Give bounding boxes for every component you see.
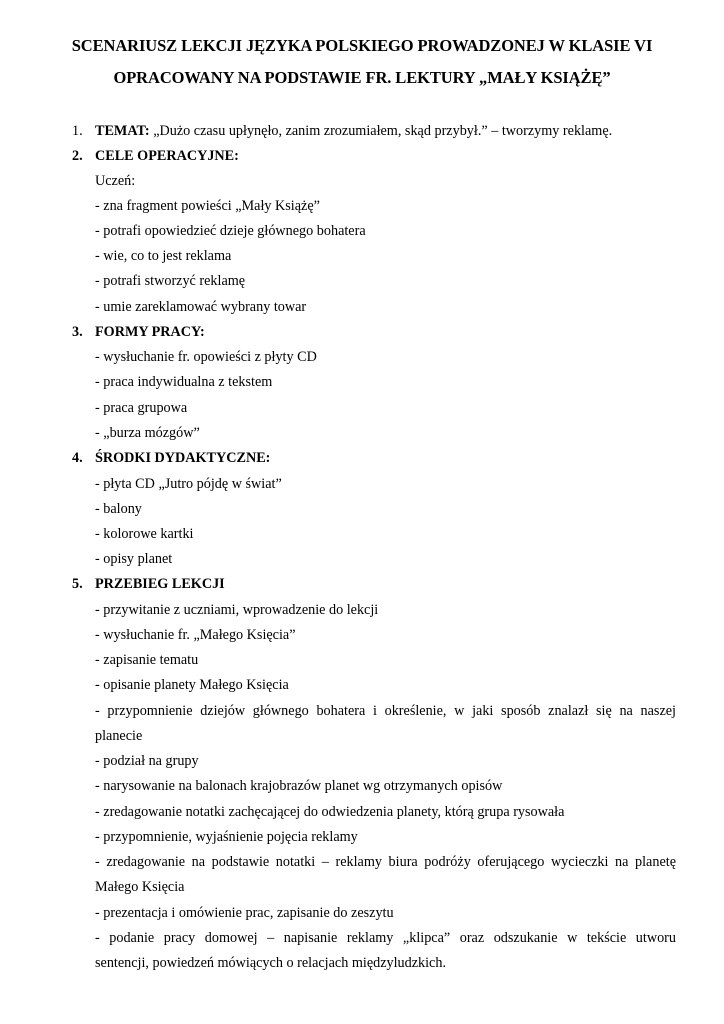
list-item: - opisy planet	[95, 551, 173, 567]
section-number: 4.	[72, 450, 83, 466]
document-title-line-2: OPRACOWANY NA PODSTAWIE FR. LEKTURY „MAŁY KSIĄŻĘ”	[113, 68, 611, 87]
document-title-line-1: SCENARIUSZ LEKCJI JĘZYKA POLSKIEGO PROWADZONEJ W KLASIE VI	[71, 36, 653, 55]
list-item: - wysłuchanie fr. opowieści z płyty CD	[95, 349, 317, 365]
list-item: - balony	[95, 501, 142, 517]
topic-text: „Dużo czasu upłynęło, zanim zrozumiałem, skąd przybył.” – tworzymy reklamę.	[149, 123, 613, 139]
list-item: - podanie pracy domowej – napisanie reklamy „klipca” oraz odszukanie w tekście utworu	[95, 930, 676, 946]
list-item: - praca grupowa	[95, 400, 188, 416]
list-item: - potrafi stworzyć reklamę	[95, 273, 246, 289]
list-item-continuation: sentencji, powiedzeń mówiących o relacjach międzyludzkich.	[95, 955, 446, 971]
list-item: - prezentacja i omówienie prac, zapisanie do zeszytu	[95, 905, 394, 921]
section-heading: PRZEBIEG LEKCJI	[95, 576, 225, 592]
list-item-continuation: planecie	[95, 728, 143, 744]
list-item: - podział na grupy	[95, 753, 199, 769]
list-item: Uczeń:	[95, 173, 136, 189]
section-heading: ŚRODKI DYDAKTYCZNE:	[95, 450, 271, 466]
list-item: - wysłuchanie fr. „Małego Księcia”	[95, 627, 296, 643]
list-item: - narysowanie na balonach krajobrazów planet wg otrzymanych opisów	[95, 778, 503, 794]
list-item: - zna fragment powieści „Mały Książę”	[95, 198, 320, 214]
section-heading: CELE OPERACYJNE:	[95, 148, 239, 164]
section-topic-content	[95, 122, 612, 140]
list-item: - zapisanie tematu	[95, 652, 199, 668]
list-item: - kolorowe kartki	[95, 526, 194, 542]
section-number: 1.	[72, 123, 83, 139]
list-item-continuation: Małego Księcia	[95, 879, 185, 895]
list-item: - płyta CD „Jutro pójdę w świat”	[95, 476, 282, 492]
list-item: - opisanie planety Małego Księcia	[95, 677, 289, 693]
list-item: - potrafi opowiedzieć dzieje głównego bohatera	[95, 223, 366, 239]
list-item: - przywitanie z uczniami, wprowadzenie do lekcji	[95, 602, 379, 618]
section-heading: FORMY PRACY:	[95, 324, 205, 340]
list-item: - praca indywidualna z tekstem	[95, 374, 273, 390]
list-item: - zredagowanie notatki zachęcającej do odwiedzenia planety, którą grupa rysowała	[95, 804, 565, 820]
list-item: - przypomnienie, wyjaśnienie pojęcia reklamy	[95, 829, 358, 845]
list-item: - wie, co to jest reklama	[95, 248, 232, 264]
list-item: - przypomnienie dziejów głównego bohatera i określenie, w jaki sposób znalazł się na naszej	[95, 703, 676, 719]
list-item: - zredagowanie na podstawie notatki – reklamy biura podróży oferującego wycieczki na planetę	[95, 854, 676, 870]
section-heading: TEMAT:	[95, 123, 150, 139]
section-number: 2.	[72, 148, 83, 164]
section-number: 5.	[72, 576, 83, 592]
list-item: - umie zareklamować wybrany towar	[95, 299, 307, 315]
list-item: - „burza mózgów”	[95, 425, 200, 441]
section-number: 3.	[72, 324, 83, 340]
